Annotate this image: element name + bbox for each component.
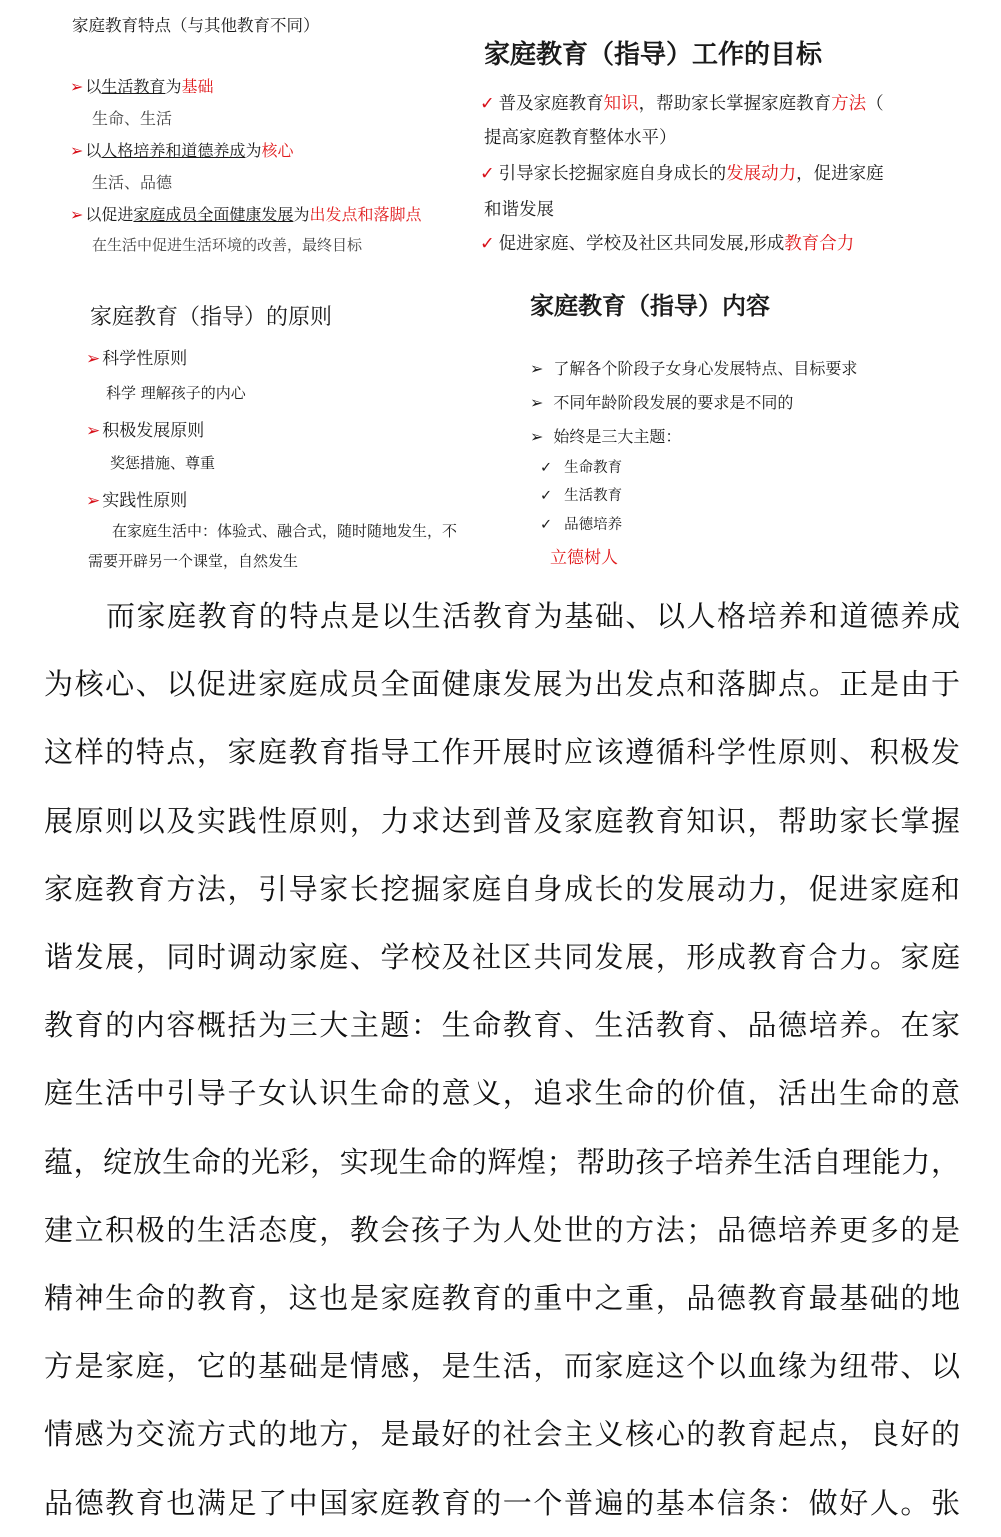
paragraph-line: 而家庭教育的特点是以生活教育为基础、以人格培养和道德养成 (106, 599, 960, 633)
paragraph-line: 家庭教育方法，引导家长挖掘家庭自身成长的发展动力，促进家庭和 (44, 871, 960, 906)
body-paragraph (44, 582, 960, 1537)
slide2-goal-3: ✓ 促进家庭、学校及社区共同发展,形成教育合力 (480, 234, 855, 254)
slide1-title: 家庭教育特点（与其他教育不同） (72, 16, 320, 35)
check-bullet-icon: ✓ (480, 164, 495, 184)
slide-characteristics (60, 0, 470, 262)
paragraph-line: 建立积极的生活态度，教会孩子为人处世的方法；品德培养更多的是 (44, 1212, 960, 1247)
paragraph-line: 精神生命的教育，这也是家庭教育的重中之重，品德教育最基础的地 (44, 1281, 960, 1316)
slide4-bullet-3: ➢ 始终是三大主题： (530, 427, 682, 446)
slide4-theme-1: ✓ 生命教育 (540, 460, 623, 476)
paragraph-line: 品德教育也满足了中国家庭教育的一个普遍的基本信条：做好人。张 (44, 1485, 960, 1520)
paragraph-line: 蕴，绽放生命的光彩，实现生命的辉煌；帮助孩子培养生活自理能力， (44, 1144, 960, 1179)
check-bullet-icon: ✓ (480, 234, 495, 254)
paragraph-line: 教育的内容概括为三大主题：生命教育、生活教育、品德培养。在家 (44, 1008, 960, 1043)
arrow-bullet-icon: ➢ (530, 427, 544, 446)
arrow-bullet-icon: ➢ (70, 77, 84, 96)
slide2-goal-1: ✓ 普及家庭教育知识，帮助家长掌握家庭教育方法（ (480, 94, 884, 114)
slide2-goal-2-cont: 和谐发展 (484, 200, 554, 220)
slide4-bullet-2: ➢ 不同年龄阶段发展的要求是不同的 (530, 393, 794, 412)
slide3-principle-2-sub: 奖惩措施、尊重 (110, 454, 216, 472)
slide-goals (476, 28, 966, 260)
slide2-title: 家庭教育（指导）工作的目标 (484, 40, 823, 70)
paragraph-line: 情感为交流方式的地方，是最好的社会主义核心的教育起点，良好的 (44, 1417, 960, 1452)
slide4-footer: 立德树人 (550, 548, 618, 568)
slide4-theme-3: ✓ 品德培养 (540, 517, 623, 533)
arrow-bullet-icon: ➢ (86, 349, 101, 369)
arrow-bullet-icon: ➢ (86, 421, 101, 441)
slide2-goal-2: ✓ 引导家长挖掘家庭自身成长的发展动力，促进家庭 (480, 164, 884, 184)
arrow-bullet-icon: ➢ (530, 393, 544, 412)
paragraph-line: 谐发展，同时调动家庭、学校及社区共同发展，形成教育合力。家庭 (44, 940, 960, 975)
check-bullet-icon: ✓ (480, 94, 495, 114)
slide3-principle-1-sub: 科学 理解孩子的内心 (106, 384, 246, 402)
arrow-bullet-icon: ➢ (70, 205, 84, 224)
slide1-point-3: ➢ 以促进家庭成员全面健康发展为出发点和落脚点 (70, 205, 422, 224)
check-icon: ✓ (540, 460, 553, 476)
slide2-goal-1-cont: 提高家庭教育整体水平） (484, 128, 677, 148)
slide4-theme-2: ✓ 生活教育 (540, 488, 623, 504)
slide1-point-1-sub: 生命、生活 (92, 109, 173, 128)
slide1-point-3-sub: 在生活中促进生活环境的改善，最终目标 (92, 236, 363, 254)
arrow-bullet-icon: ➢ (86, 491, 101, 511)
slide4-title: 家庭教育（指导）内容 (530, 292, 770, 320)
arrow-bullet-icon: ➢ (530, 359, 544, 378)
paragraph-line: 方是家庭，它的基础是情感，是生活，而家庭这个以血缘为纽带、以 (44, 1349, 960, 1384)
paragraph-line: 庭生活中引导子女认识生命的意义，追求生命的价值，活出生命的意 (44, 1076, 960, 1111)
slide1-point-1: ➢ 以生活教育为基础 (70, 77, 214, 96)
arrow-bullet-icon: ➢ (70, 141, 84, 160)
slide-content (520, 278, 940, 574)
slide4-bullet-1: ➢ 了解各个阶段子女身心发展特点、目标要求 (530, 359, 858, 378)
slide1-point-2: ➢ 以人格培养和道德养成为核心 (70, 141, 294, 160)
slide3-principle-2: ➢ 积极发展原则 (86, 421, 205, 441)
check-icon: ✓ (540, 517, 553, 533)
slide3-principle-3: ➢ 实践性原则 (86, 491, 188, 511)
paragraph-line: 这样的特点，家庭教育指导工作开展时应该遵循科学性原则、积极发 (44, 735, 960, 770)
paragraph-line: 为核心、以促进家庭成员全面健康发展为出发点和落脚点。正是由于 (44, 667, 960, 702)
paragraph-line: 展原则以及实践性原则，力求达到普及家庭教育知识，帮助家长掌握 (44, 803, 960, 838)
slide3-principle-3-sub2: 需要开辟另一个课堂，自然发生 (88, 552, 299, 570)
check-icon: ✓ (540, 488, 553, 504)
slide3-title: 家庭教育（指导）的原则 (90, 305, 333, 330)
slide-principles (78, 290, 516, 576)
slide1-point-2-sub: 生活、品德 (92, 173, 173, 192)
slide3-principle-3-sub1: 在家庭生活中：体验式、融合式，随时随地发生，不 (112, 522, 458, 540)
slide3-principle-1: ➢ 科学性原则 (86, 349, 188, 369)
